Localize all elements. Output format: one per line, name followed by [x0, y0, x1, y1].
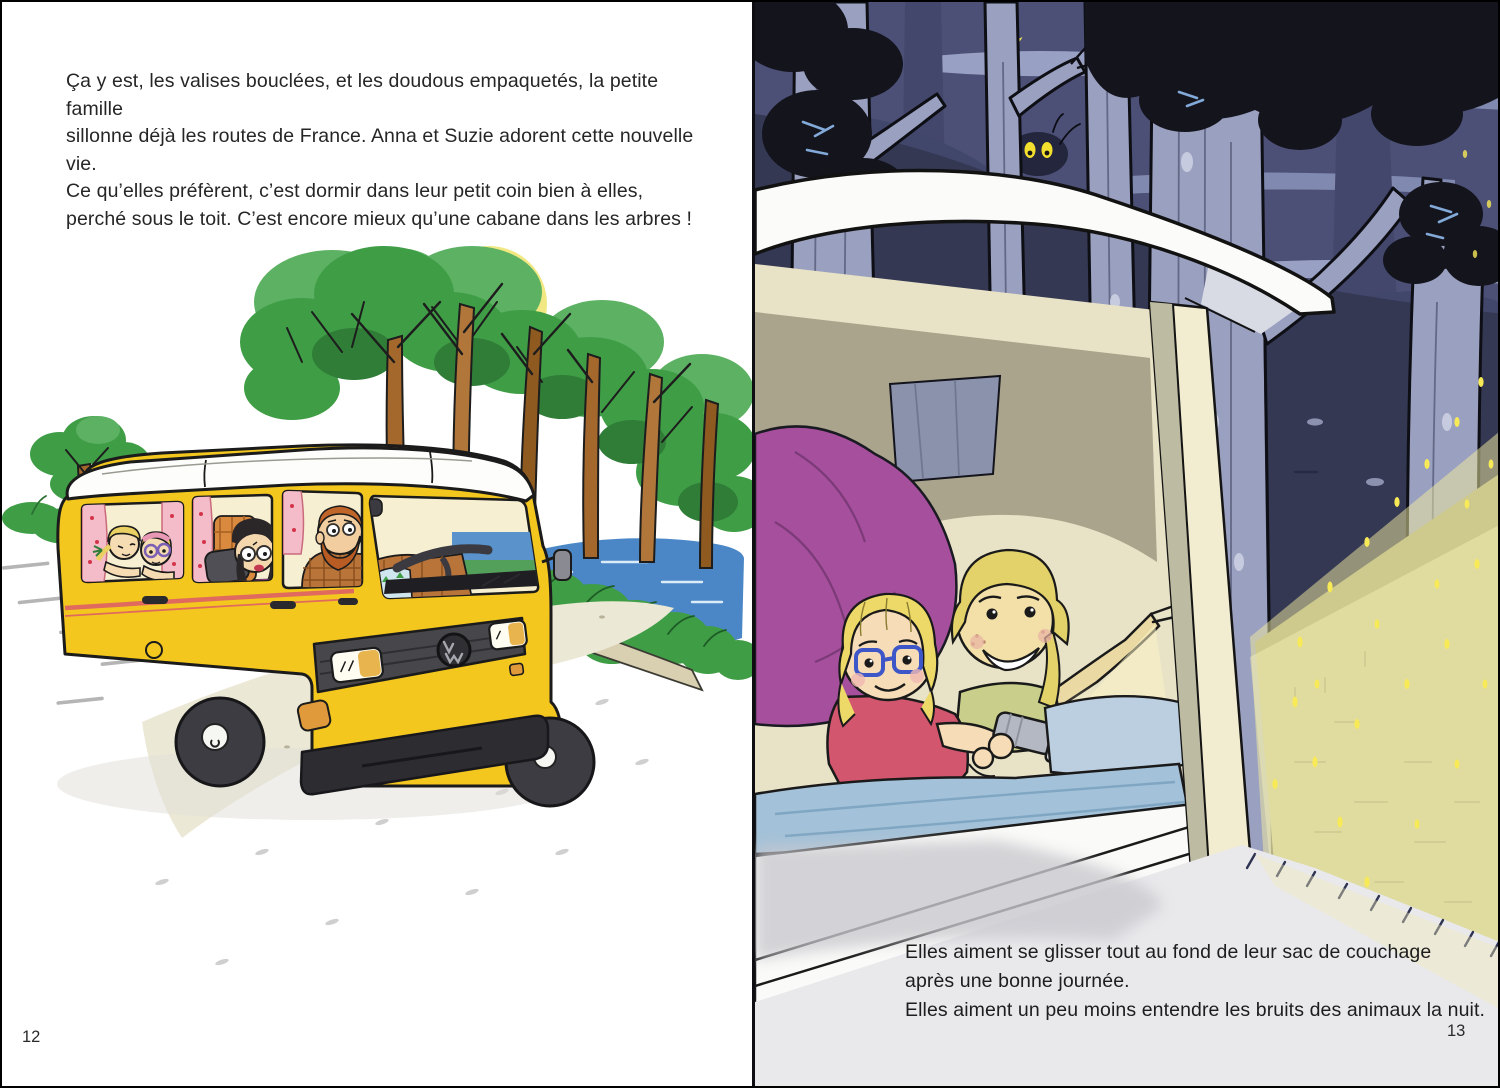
story-text — [66, 68, 716, 233]
caption-line: après une bonne journée. — [905, 970, 1130, 992]
page-left — [2, 2, 752, 1088]
page-number-left: 12 — [22, 1028, 41, 1046]
headlight-left — [330, 647, 383, 683]
story-line: sillonne déjà les routes de France. Anna et Suzie adorent cette nouvelle vie. — [66, 125, 694, 175]
rear-wheel — [176, 698, 264, 786]
caption-text — [905, 938, 1500, 1025]
story-line: Ce qu’elles préfèrent, c’est dormir dans leur petit coin bien à elles, — [66, 180, 644, 202]
vw-logo — [438, 634, 470, 666]
page-number-right: 13 — [1447, 1022, 1466, 1040]
night-forest-illustration — [755, 2, 1500, 1088]
side-indicator — [297, 699, 332, 732]
page-right — [752, 2, 1500, 1088]
caption-line: Elles aiment se glisser tout au fond de leur sac de couchage — [905, 941, 1432, 963]
headlight-right — [489, 620, 528, 650]
story-line: Ça y est, les valises bouclées, et les doudous empaquetés, la petite famille — [66, 70, 659, 120]
girl-headband — [141, 532, 174, 581]
caption-line: Elles aiment un peu moins entendre les bruits des animaux la nuit. — [905, 999, 1486, 1021]
story-line: perché sous le toit. C’est encore mieux qu’une cabane dans les arbres ! — [66, 207, 693, 230]
interior-window — [890, 376, 1000, 482]
camper-van — [57, 445, 594, 820]
